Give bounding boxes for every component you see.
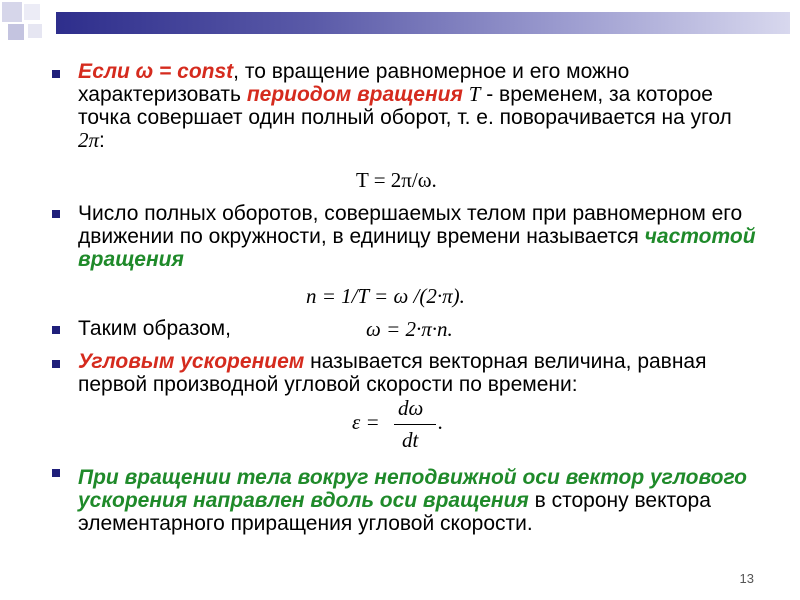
header-bar: [56, 12, 790, 34]
text-fragment: Если: [78, 60, 136, 83]
symbol-2pi: 2π: [78, 128, 100, 152]
text-fragment: Таким образом,: [78, 317, 231, 340]
bullet-icon: [52, 360, 60, 368]
term-angular-acceleration: Угловым ускорением: [78, 350, 305, 373]
formula-period: T = 2π/ω.: [356, 168, 437, 192]
bullet-icon: [52, 326, 60, 334]
fraction-line: [394, 424, 436, 425]
symbol-T: T: [468, 82, 481, 106]
decor-square: [28, 24, 42, 38]
fraction-numerator: dω: [398, 396, 424, 420]
bullet-icon: [52, 70, 60, 78]
formula-tail: .: [438, 410, 444, 434]
term-period: периодом вращения: [246, 83, 463, 106]
paragraph-1: [78, 60, 758, 152]
paragraph-4: [78, 350, 758, 396]
decor-square: [2, 2, 22, 22]
bullet-icon: [52, 210, 60, 218]
term-axis-statement: При вращении тела вокруг неподвижной оси вектор углового ускорения направлен вдоль оси вращения: [78, 466, 747, 512]
fraction-denominator: dt: [402, 428, 419, 452]
text-fragment: называется векторная величина, равная первой производной угловой скорости по времени:: [78, 350, 707, 396]
text-fragment: - временем, за которое точка совершает один полный оборот, т. е. поворачивается на угол: [78, 83, 732, 129]
decor-square: [24, 4, 40, 20]
formula-lhs: ε =: [352, 410, 380, 434]
paragraph-5: [78, 466, 758, 535]
term-frequency: частотой вращения: [78, 225, 756, 271]
text-fragment: , то вращение равномерное и его можно характеризовать: [78, 60, 630, 106]
page-number: 13: [739, 571, 754, 586]
formula-omega: ω = 2·π·n.: [366, 317, 453, 341]
text-fragment: :: [99, 129, 105, 152]
bullet-icon: [52, 469, 60, 477]
formula-frequency: n = 1/T = ω /(2·π).: [306, 284, 465, 308]
text-fragment: Число полных оборотов, совершаемых телом при равномерном его движении по окружности, в единицу времени называется: [78, 202, 743, 248]
decor-square: [8, 24, 24, 40]
text-fragment: = const: [153, 60, 234, 83]
text-fragment: в сторону вектора элементарного приращения угловой скорости.: [78, 489, 711, 535]
paragraph-2: [78, 202, 758, 271]
omega-symbol: ω: [135, 60, 154, 83]
